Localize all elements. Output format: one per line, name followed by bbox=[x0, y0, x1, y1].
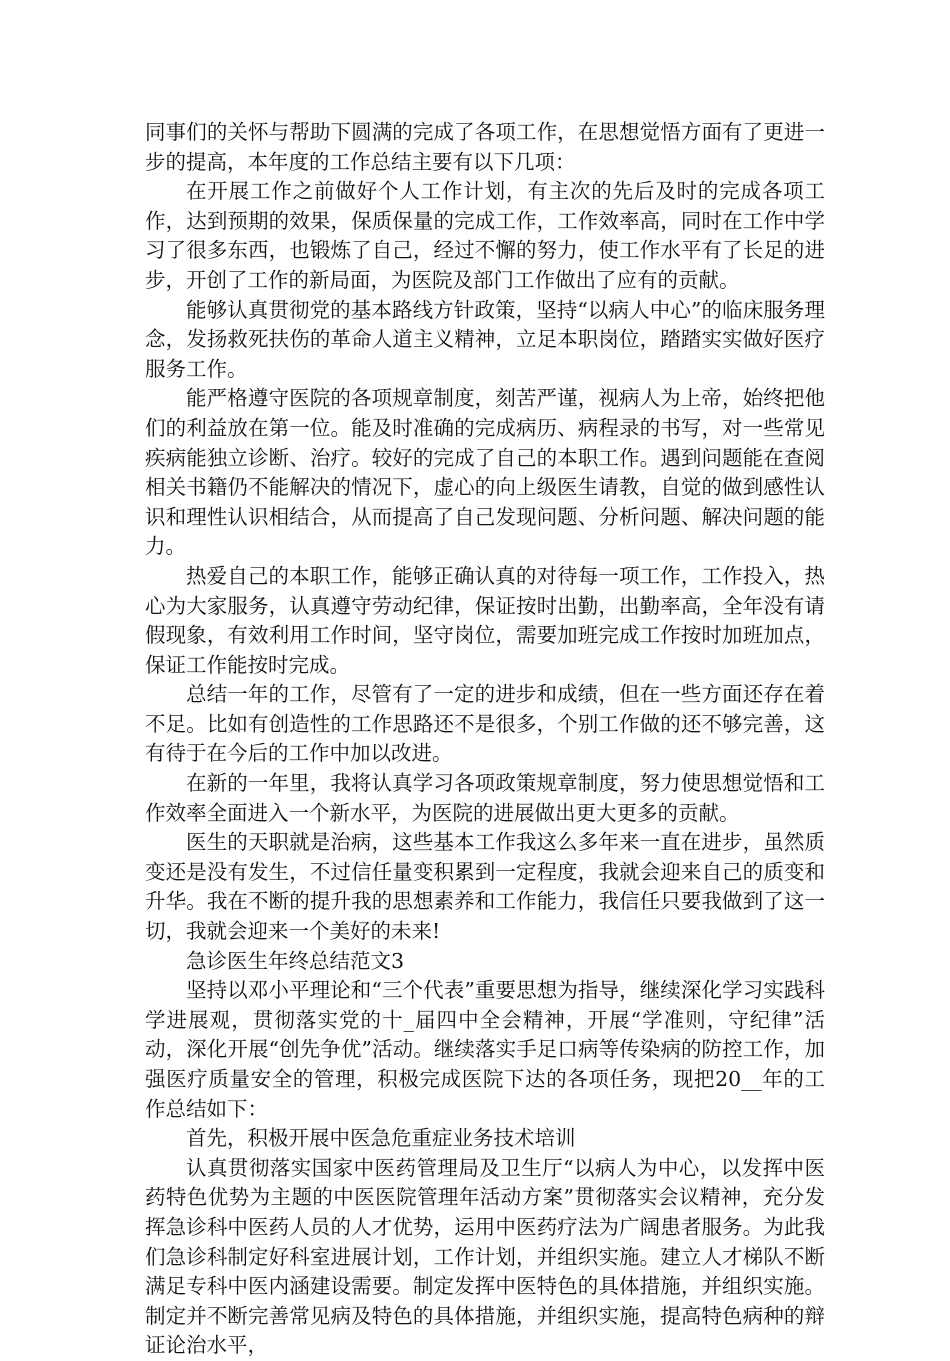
paragraph-love-work: 热爱自己的本职工作，能够正确认真的对待每一项工作，工作投入，热心为大家服务，认真遵守劳动纪律，保证按时出勤，出勤率高，全年没有请假现象，有效利用工作时间，坚守岗位，需要加班完成工作按时加班加点，保证工作能按时完成。 bbox=[145, 563, 825, 677]
paragraph-new-year: 在新的一年里，我将认真学习各项政策规章制度，努力使思想觉悟和工作效率全面进入一个新水平，为医院的进展做出更大更多的贡献。 bbox=[145, 771, 825, 825]
paragraph-tcm-implementation: 认真贯彻落实国家中医药管理局及卫生厅“以病人为中心，以发挥中医药特色优势为主题的中医医院管理年活动方案”贯彻落实会议精神，充分发挥急诊科中医药人员的人才优势，运用中医药疗法为广阔患者服务。为此我们急诊科制定好科室进展计划，工作计划，并组织实施。建立人才梯队不断满足专科中医内涵建设需要。制定发挥中医特色的具体措施，并组织实施。制定并不断完善常见病及特色的具体措施，并组织实施，提高特色病种的辩证论治水平， bbox=[145, 1155, 825, 1358]
paragraph-doctor-duty: 医生的天职就是治病，这些基本工作我这么多年来一直在进步，虽然质变还是没有发生，不过信任量变积累到一定程度，我就会迎来自己的质变和升华。我在不断的提升我的思想素养和工作能力，我信任只要我做到了这一切，我就会迎来一个美好的未来! bbox=[145, 830, 825, 944]
paragraph-guiding-theory: 坚持以邓小平理论和“三个代表”重要思想为指导，继续深化学习实践科学进展观，贯彻落实党的十_届四中全会精神，开展“学准则，守纪律”活动，深化开展“创先争优”活动。继续落实手足口病等传染病的防控工作，加强医疗质量安全的管理，积极完成医院下达的各项任务，现把20__年的工作总结如下： bbox=[145, 978, 825, 1121]
subsection-heading: 首先，积极开展中医急危重症业务技术培训 bbox=[186, 1126, 576, 1151]
document-body bbox=[145, 118, 825, 1361]
paragraph-party-policy: 能够认真贯彻党的基本路线方针政策，坚持“以病人中心”的临床服务理念，发扬救死扶伤的革命人道主义精神，立足本职岗位，踏踏实实做好医疗服务工作。 bbox=[145, 297, 825, 381]
paragraph-hospital-rules: 能严格遵守医院的各项规章制度，刻苦严谨，视病人为上帝，始终把他们的利益放在第一位。能及时准确的完成病历、病程录的书写，对一些常见疾病能独立诊断、治疗。较好的完成了自己的本职工作。遇到问题能在查阅相关书籍仍不能解决的情况下，虚心的向上级医生请教，自觉的做到感性认识和理性认识相结合，从而提高了自己发现问题、分析问题、解决问题的能力。 bbox=[145, 386, 825, 559]
paragraph-shortcomings: 总结一年的工作，尽管有了一定的进步和成绩，但在一些方面还存在着不足。比如有创造性的工作思路还不是很多，个别工作做的还不够完善，这有待于在今后的工作中加以改进。 bbox=[145, 682, 825, 766]
paragraph-continued: 同事们的关怀与帮助下圆满的完成了各项工作，在思想觉悟方面有了更进一步的提高，本年度的工作总结主要有以下几项： bbox=[145, 120, 825, 174]
paragraph-work-plan: 在开展工作之前做好个人工作计划，有主次的先后及时的完成各项工作，达到预期的效果，保质保量的完成工作，工作效率高，同时在工作中学习了很多东西，也锻炼了自己，经过不懈的努力，使工作水平有了长足的进步，开创了工作的新局面，为医院及部门工作做出了应有的贡献。 bbox=[145, 179, 825, 292]
section-heading: 急诊医生年终总结范文3 bbox=[186, 948, 405, 973]
